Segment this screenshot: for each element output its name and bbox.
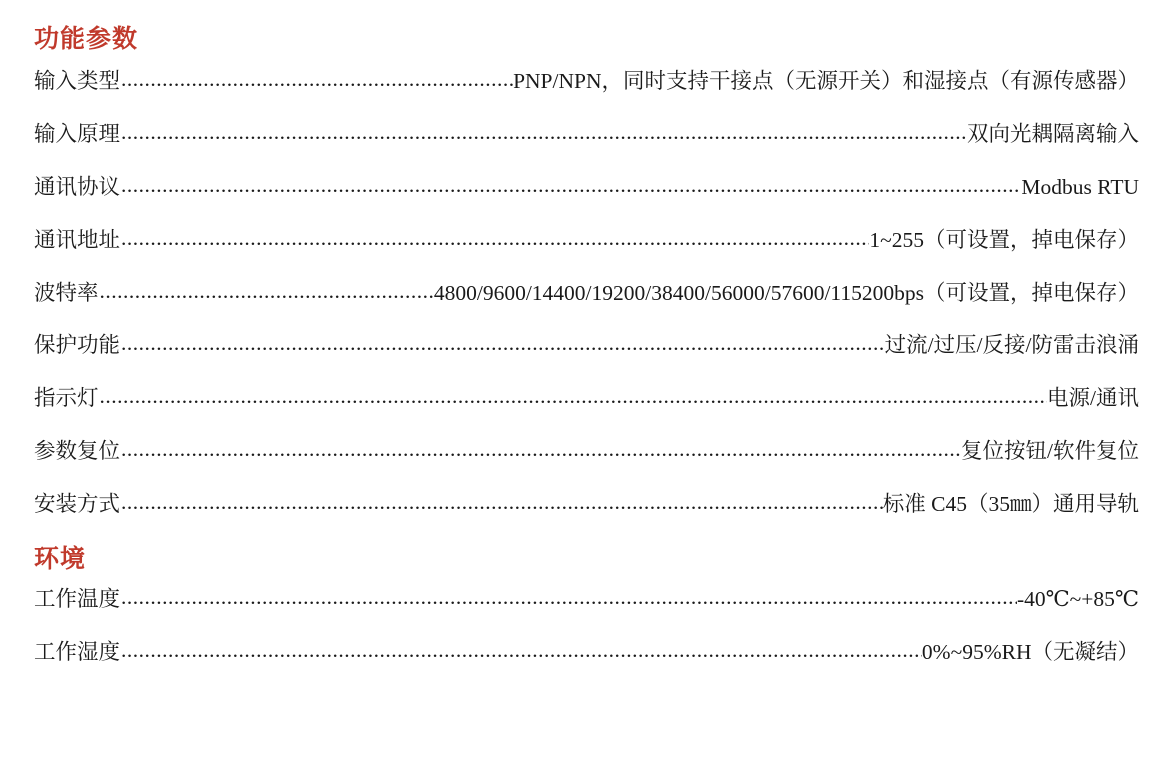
spec-row	[34, 332, 1139, 359]
spec-label: 安装方式	[34, 492, 121, 516]
spec-value: Modbus RTU	[1021, 174, 1139, 199]
spec-row	[34, 491, 1139, 518]
spec-value: 4800/9600/14400/19200/38400/56000/57600/115200bps（可设置，掉电保存）	[433, 280, 1139, 305]
spec-value: 0%~95%RH（无凝结）	[921, 639, 1139, 664]
leader-dots	[120, 332, 885, 357]
spec-row	[34, 586, 1139, 613]
spec-value: 复位按钮/软件复位	[961, 439, 1139, 464]
spec-label: 指示灯	[34, 386, 99, 411]
spec-label: 工作湿度	[34, 639, 121, 664]
leader-dots	[120, 586, 1017, 611]
leader-dots	[99, 385, 1048, 410]
spec-row	[34, 121, 1139, 148]
spec-row	[34, 385, 1139, 412]
spec-label: 保护功能	[34, 333, 121, 358]
spec-value: 过流/过压/反接/防雷击浪涌	[884, 333, 1139, 358]
spec-label: 通讯协议	[34, 174, 121, 199]
spec-value: 电源/通讯	[1047, 386, 1139, 411]
spec-value: 双向光耦隔离输入	[966, 121, 1139, 146]
leader-dots	[120, 491, 883, 516]
leader-dots	[99, 280, 434, 305]
spec-row	[34, 280, 1139, 307]
spec-label: 输入原理	[34, 121, 121, 146]
leader-dots	[120, 68, 513, 93]
spec-value: PNP/NPN，同时支持干接点（无源开关）和湿接点（有源传感器）	[513, 69, 1139, 93]
spec-label: 输入类型	[34, 69, 121, 93]
spec-value: 1~255（可设置，掉电保存）	[869, 227, 1139, 252]
spec-row	[34, 227, 1139, 254]
spec-label: 工作温度	[34, 586, 121, 611]
leader-dots	[120, 639, 922, 664]
spec-row	[34, 68, 1139, 95]
spec-label: 参数复位	[34, 439, 121, 464]
section-title-environment: 环境	[34, 544, 87, 573]
section-title-function-params: 功能参数	[34, 25, 139, 53]
spec-row	[34, 438, 1139, 465]
spec-value: 标准 C45（35㎜）通用导轨	[882, 492, 1139, 516]
leader-dots	[120, 174, 1021, 199]
spec-label: 波特率	[34, 280, 99, 305]
leader-dots	[120, 121, 967, 146]
spec-row	[34, 639, 1139, 666]
spec-row	[34, 174, 1139, 201]
spec-value: -40℃~+85℃	[1016, 586, 1139, 611]
spec-label: 通讯地址	[34, 227, 121, 252]
leader-dots	[120, 227, 869, 252]
leader-dots	[120, 438, 961, 463]
